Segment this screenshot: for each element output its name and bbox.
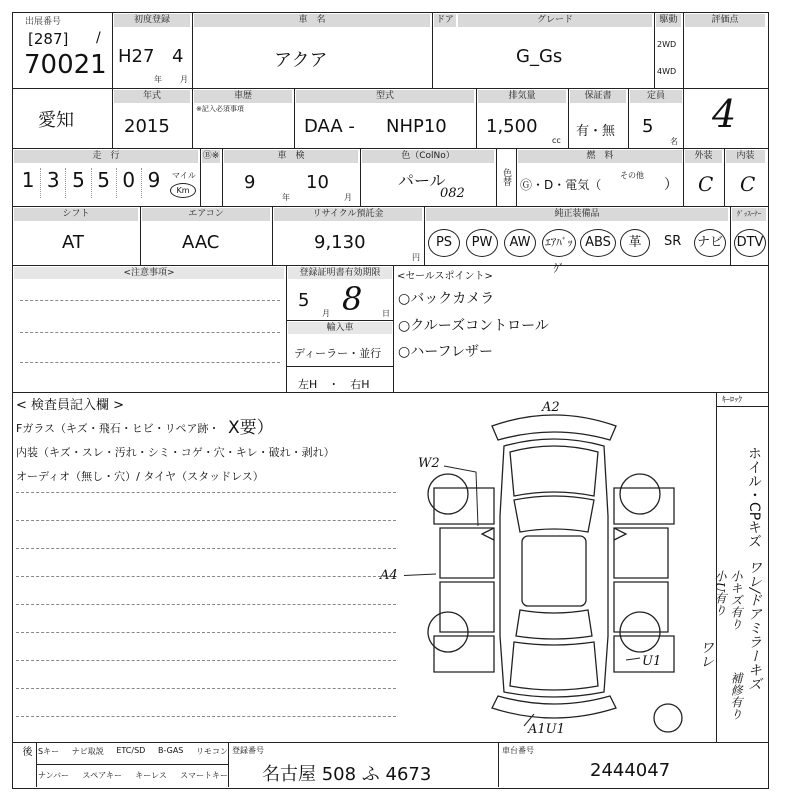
footer-item: Sキー xyxy=(38,747,60,756)
caution-line xyxy=(20,332,280,333)
mark-a2: A2 xyxy=(542,400,560,415)
lot-number: 70021 xyxy=(24,50,107,80)
caution-label: <注意事項> xyxy=(14,267,284,279)
fuel-other: その他 xyxy=(620,171,644,180)
inspector-line xyxy=(16,548,396,549)
handle-value: 左H ・ 右H xyxy=(298,378,370,391)
footer-item: ナンバー xyxy=(38,771,70,780)
w2-marker-line xyxy=(444,466,478,526)
yen-unit: 円 xyxy=(412,253,420,262)
footer-v3 xyxy=(498,742,499,787)
footer-item: ETC/SD xyxy=(116,746,146,755)
inspector-line xyxy=(16,604,396,605)
footer-item: リモコン xyxy=(196,747,228,756)
equip-sr: SR xyxy=(664,234,682,249)
equip-aw: AW xyxy=(504,229,536,257)
mileage-digit: 5 xyxy=(66,168,91,198)
interior-label: 内装 xyxy=(726,150,765,163)
caution-line xyxy=(20,362,280,363)
recycle: 9,130 xyxy=(314,232,366,253)
shift: AT xyxy=(62,232,84,253)
inspector-line xyxy=(16,576,396,577)
score-value: 4 xyxy=(712,92,737,136)
model-year: 2015 xyxy=(124,116,170,137)
lot-prefix: [287] xyxy=(28,30,69,48)
footer-items-top xyxy=(38,746,228,757)
keylock-h xyxy=(716,406,768,407)
first-reg-month-mark: 月 xyxy=(180,75,188,84)
equip-pw: PW xyxy=(466,229,498,257)
fuel-close: ） xyxy=(664,177,678,193)
manual-value: 有・無 xyxy=(576,124,616,139)
mark-a4: A4 xyxy=(380,568,398,583)
inspector-line2: 内装（キズ・スレ・汚れ・シミ・コゲ・穴・キレ・破れ・剥れ） xyxy=(16,446,335,459)
sales-label: <セールスポイント> xyxy=(397,271,493,282)
recycle-label: リサイクル預託金 xyxy=(274,208,422,221)
car-name-label: 車 名 xyxy=(194,14,430,27)
grade: G_Gs xyxy=(516,46,563,67)
import-label: 輸入車 xyxy=(288,322,392,334)
equip-leather: 革 xyxy=(620,229,650,257)
row-line-5 xyxy=(12,392,768,393)
mark-u1: U1 xyxy=(642,654,662,669)
ac-label: エアコン xyxy=(142,208,270,221)
car-diagram xyxy=(404,396,704,742)
exterior-value: C xyxy=(698,172,714,196)
inspector-line xyxy=(16,632,396,633)
equipment-label: 純正装備品 xyxy=(426,208,728,221)
right-note-2: ワレ/ドアミラーキズ xyxy=(746,560,762,691)
grade-label: グレード xyxy=(458,14,652,27)
inspector-line1: Fガラス（キズ・飛石・ヒビ・リペア跡・ xyxy=(16,422,220,435)
region: 愛知 xyxy=(38,110,74,131)
shift-label: シフト xyxy=(14,208,138,221)
chassis: 2444047 xyxy=(590,760,671,781)
inspection-label: 車 検 xyxy=(224,150,358,163)
mile-label: マイル xyxy=(172,171,196,180)
keylock-v xyxy=(716,392,717,742)
right-note-4: 小キズ有り xyxy=(729,570,743,630)
mileage-digit: 9 xyxy=(147,168,161,192)
door-label: ドア xyxy=(434,14,456,27)
sales-point: ○ハーフレザー xyxy=(398,344,493,360)
right-note-5: 小U有り xyxy=(713,570,727,617)
reg-expiry-label: 登録証明書有効期限 xyxy=(288,267,392,279)
chassis-label: 車台番号 xyxy=(502,746,534,755)
manual-label: 保証書 xyxy=(570,90,626,103)
wheel-front-right xyxy=(620,474,660,514)
mileage-digit: 5 xyxy=(92,168,117,198)
hood-shape xyxy=(510,446,598,496)
r1-v1 xyxy=(112,12,113,148)
equip-dtv: DTV xyxy=(734,229,766,257)
drive-4wd: 4WD xyxy=(657,67,677,76)
capacity: 5 xyxy=(642,116,654,137)
spare-tire xyxy=(654,704,682,732)
import-value: ディーラー・並行 xyxy=(294,347,382,360)
color-label: 色（ColNo） xyxy=(362,150,494,163)
r3-v4 xyxy=(496,148,497,206)
score-label: 評価点 xyxy=(685,14,765,27)
inspector-line xyxy=(16,688,396,689)
mirror-left xyxy=(482,528,494,540)
footer-item: スペアキー xyxy=(82,771,122,780)
first-reg-year-mark: 年 xyxy=(154,75,162,84)
footer-item: B-GAS xyxy=(157,746,184,755)
equip-airbag: ｴｱﾊﾞｯｸﾞ xyxy=(542,229,576,257)
caution-line xyxy=(20,300,280,301)
inspector-title: < 検査員記入欄 > xyxy=(16,398,125,413)
inspector-line xyxy=(16,716,396,717)
notes-h2 xyxy=(286,366,393,367)
mark-a1u1: A1U1 xyxy=(528,722,565,737)
cc-unit: cc xyxy=(552,136,561,145)
mileage-label: 走 行 xyxy=(14,150,198,163)
mileage-digit: 3 xyxy=(41,168,66,198)
history-sub: ※記入必須事項 xyxy=(196,105,244,113)
history-label: 車歴 xyxy=(194,90,292,103)
reg-day: 8 xyxy=(342,280,363,318)
footer-item: ナビ取説 xyxy=(71,747,104,756)
insp-year: 9 xyxy=(244,172,256,193)
front-bumper-shape xyxy=(492,415,616,440)
type-code: NHP10 xyxy=(386,116,447,137)
model-year-label: 年式 xyxy=(114,90,190,103)
tuner-label: ｸﾞｯｽｰﾅｰ xyxy=(732,208,766,221)
first-reg-month: 4 xyxy=(172,46,184,67)
fuel-label: 燃 料 xyxy=(518,150,682,163)
mirror-right xyxy=(614,528,626,540)
footer-v2 xyxy=(228,742,229,787)
roof-shape xyxy=(522,536,586,606)
mileage-digits xyxy=(16,168,166,198)
mark-w2: W2 xyxy=(418,456,440,471)
displacement-label: 排気量 xyxy=(478,90,566,103)
footer-side-label: 後 xyxy=(20,746,31,756)
reg-month: 5 xyxy=(298,290,310,311)
right-note-3: ワレ xyxy=(698,640,714,668)
hall-label: 出展番号 xyxy=(25,17,62,27)
unit-label: Ⓑ※ xyxy=(202,151,220,161)
equip-ps: PS xyxy=(428,229,460,257)
rear-window-shape xyxy=(516,610,592,639)
exterior-label: 外装 xyxy=(685,150,722,163)
row-line-6 xyxy=(12,742,768,743)
insp-year-mark: 年 xyxy=(282,193,290,202)
displacement: 1,500 xyxy=(486,116,538,137)
trunk-shape xyxy=(510,642,598,690)
sales-point: ○クルーズコントロール xyxy=(398,318,549,334)
inspector-line3: オーディオ（無し・穴）/ タイヤ（スタッドレス） xyxy=(16,470,264,483)
inspector-line1-mark: X要） xyxy=(228,418,274,438)
right-note-1: ホイル・CPキズ xyxy=(746,446,762,549)
right-front-fender xyxy=(614,488,674,524)
drive-2wd: 2WD xyxy=(657,40,677,49)
color-change-label: 色替 xyxy=(501,168,511,186)
ac: AAC xyxy=(182,232,220,253)
inspector-line xyxy=(16,492,396,493)
capacity-label: 定員 xyxy=(630,90,682,103)
right-note-6: 補修有り xyxy=(729,672,743,720)
body-outline xyxy=(500,439,608,697)
windshield-shape xyxy=(514,496,594,532)
mileage-digit: 1 xyxy=(16,168,41,198)
interior-value: C xyxy=(740,172,756,196)
footer-item: スマートキー xyxy=(180,771,228,780)
rear-bumper-shape xyxy=(492,696,616,718)
u1-marker-line xyxy=(626,658,640,660)
lot-prefix-mark: / xyxy=(96,30,101,46)
type-prefix: DAA - xyxy=(304,116,355,137)
fuel-value: Ⓖ・D・電気（ xyxy=(520,178,602,192)
drive-label: 駆動 xyxy=(656,14,681,27)
km-circle: Km xyxy=(170,183,196,198)
reg-month-mark: 月 xyxy=(322,309,330,318)
insp-month-mark: 月 xyxy=(344,193,352,202)
equip-navi: ナビ xyxy=(694,229,726,257)
keylock-label: ｷｰﾛｯｸ xyxy=(722,395,742,404)
plate: 名古屋 508 ふ 4673 xyxy=(262,764,432,785)
capacity-unit: 名 xyxy=(670,137,678,146)
inspector-line xyxy=(16,520,396,521)
first-reg-label: 初度登録 xyxy=(114,14,190,27)
footer-mid xyxy=(36,764,228,765)
left-rear-fender xyxy=(434,636,494,672)
inspector-line xyxy=(16,660,396,661)
car-name: アクア xyxy=(274,50,328,71)
footer-item: キーレス xyxy=(135,771,167,780)
equip-abs: ABS xyxy=(580,229,616,257)
r1-v5 xyxy=(683,12,684,206)
footer-items-bottom xyxy=(38,770,228,781)
type-label: 型式 xyxy=(296,90,474,103)
notes-v2 xyxy=(393,265,394,392)
first-reg-era: H27 xyxy=(118,46,155,67)
sales-point: ○バックカメラ xyxy=(398,291,495,307)
insp-month: 10 xyxy=(306,172,329,193)
mileage-digit: 0 xyxy=(117,168,142,198)
color: パール xyxy=(398,171,446,190)
reg-day-mark: 日 xyxy=(382,309,390,318)
color-code: 082 xyxy=(440,186,465,201)
a4-marker-line xyxy=(404,574,436,576)
plate-label: 登録番号 xyxy=(232,746,264,755)
